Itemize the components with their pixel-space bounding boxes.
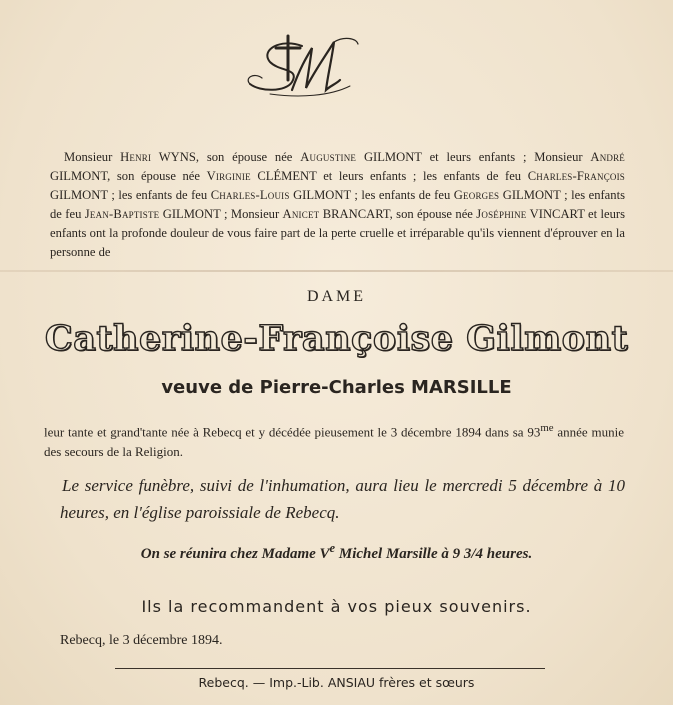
first-name: Georges xyxy=(453,188,500,202)
first-name: Jean-Baptiste xyxy=(84,207,160,221)
first-name: Charles-Louis xyxy=(210,188,290,202)
place-date: Rebecq, le 3 décembre 1894. xyxy=(60,633,223,648)
cross-monogram-icon xyxy=(240,28,370,108)
ordinal-suffix: me xyxy=(540,422,554,434)
first-name: André xyxy=(590,150,626,164)
first-name: Augustine xyxy=(300,150,357,164)
divider xyxy=(115,668,545,669)
recommendation-line: Ils la recommandent à vos pieux souvenirs. xyxy=(141,597,532,616)
gathering-note: On se réunira chez Madame Ve Michel Marsille à 9 3/4 heures. xyxy=(140,541,533,562)
first-name: Anicet xyxy=(282,207,320,221)
abbrev-suffix: e xyxy=(329,541,336,555)
printer-line: Rebecq. — Imp.-Lib. ANSIAU frères et sœurs xyxy=(198,675,475,690)
first-name: Charles-François xyxy=(527,169,626,183)
intro-paragraph: Monsieur Henri WYNS, son épouse née Augustine GILMONT et leurs enfants ; Monsieur André GILMONT, son épouse née Virginie CLÉMENT et leurs enfants ; les enfants de feu Charles-François GILMONT ; les enfants de feu Charles-Louis GILMONT ; les enfants de feu Georges GILMONT ; les enfants de feu Jean-Baptiste GILMONT ; Monsieur Anicet BRANCART, son épouse née Joséphine VINCART et leurs enfants ont la profonde douleur de vous faire part de la perte cruelle et irréparable qu'ils viennent d'éprouver en la personne de xyxy=(50,150,626,259)
widow-line: veuve de Pierre-Charles MARSILLE xyxy=(161,377,512,398)
title-dame: DAME xyxy=(306,288,367,305)
first-name: Virginie xyxy=(206,169,251,183)
death-details: leur tante et grand'tante née à Rebecq et y décédée pieusement le 3 décembre 1894 dans sa $93^{me}$ année munie des secours de la Religion. xyxy=(44,422,624,460)
paper-fold xyxy=(0,270,673,272)
deceased-name: Catherine-Françoise Gilmont xyxy=(44,318,629,359)
service-announcement: Le service funèbre, suivi de l'inhumation, aura lieu le mercredi 5 décembre à 10 heures, en l'église paroissiale de Rebecq. xyxy=(60,476,625,522)
first-name: Joséphine xyxy=(476,207,527,221)
first-name: Henri xyxy=(120,150,152,164)
